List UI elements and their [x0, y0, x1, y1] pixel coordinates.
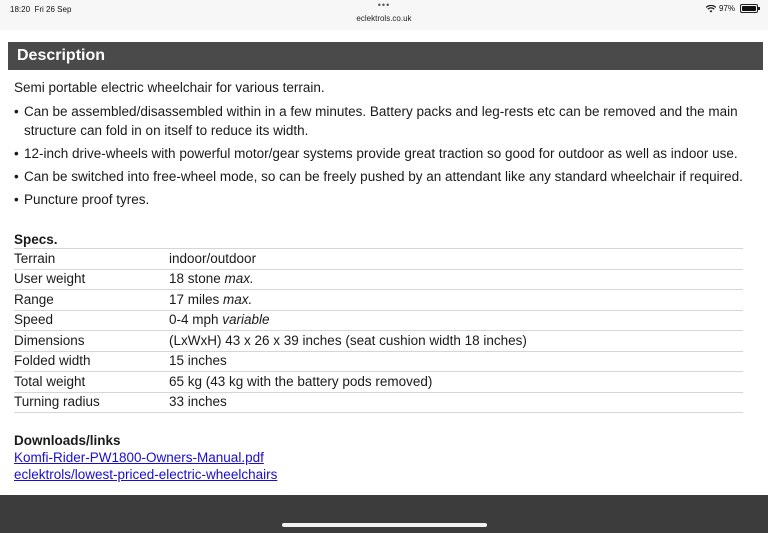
- list-item: [24, 167, 754, 186]
- spec-value-text: 17 miles: [169, 291, 224, 307]
- spec-value: [169, 310, 743, 331]
- spec-value-text: 0-4 mph: [169, 312, 223, 328]
- list-item: [24, 144, 754, 163]
- list-item: [24, 190, 754, 209]
- spec-value: [169, 351, 743, 372]
- spec-label: Terrain: [14, 249, 169, 270]
- feature-text: • Can be switched into free-wheel mode, so can be freely pushed by an attendant like any standard wheelchair if required.: [24, 169, 743, 184]
- list-item: [24, 102, 754, 140]
- feature-text: • Can be assembled/disassembled within in a few minutes. Battery packs and leg-rests etc can be removed and the main structure can fold in on itself to reduce its width.: [24, 104, 738, 138]
- spec-value-qualifier: max.: [223, 291, 253, 307]
- table-row: [14, 269, 743, 290]
- spec-value-text: 15 inches: [169, 353, 227, 369]
- downloads-section: [14, 432, 277, 483]
- spec-value: [169, 372, 743, 393]
- spec-value-qualifier: max.: [224, 271, 254, 287]
- feature-text: • 12-inch drive-wheels with powerful motor/gear systems provide great traction so good for outdoor as well as indoor use.: [24, 146, 738, 161]
- table-row: [14, 392, 743, 413]
- downloads-title: Downloads/links: [14, 433, 121, 448]
- spec-value-text: (LxWxH) 43 x 26 x 39 inches (seat cushion width 18 inches): [169, 332, 527, 348]
- feature-text: • Puncture proof tyres.: [24, 192, 150, 207]
- owners-manual-link[interactable]: Komfi-Rider-PW1800-Owners-Manual.pdf: [14, 450, 264, 465]
- description-heading: Description: [8, 42, 763, 70]
- spec-label: Dimensions: [14, 331, 169, 352]
- lowest-priced-wheelchairs-link[interactable]: eclektrols/lowest-priced-electric-wheelchairs: [14, 467, 278, 482]
- status-bar: [0, 0, 768, 30]
- battery-icon: [740, 4, 758, 13]
- spec-label: Range: [14, 290, 169, 311]
- table-row: [14, 310, 743, 331]
- specs-title: Specs.: [14, 232, 58, 247]
- address-bar-url[interactable]: eclektrols.co.uk: [356, 14, 412, 23]
- status-time: 18:20: [10, 5, 31, 14]
- status-time-date: [10, 5, 71, 14]
- bottom-toolbar: [0, 495, 768, 533]
- spec-value-text: 18 stone: [169, 271, 225, 287]
- specs-section: [14, 232, 743, 413]
- battery-percent: 97%: [718, 4, 735, 13]
- spec-value-qualifier: variable: [222, 312, 270, 328]
- battery-level: [742, 6, 756, 11]
- spec-value-text: indoor/outdoor: [169, 250, 257, 266]
- feature-list: [14, 102, 754, 209]
- specs-table: [14, 248, 743, 413]
- spec-value: [169, 269, 743, 290]
- wifi-icon: [706, 5, 716, 13]
- spec-label: Total weight: [14, 372, 169, 393]
- spec-value-text: 65 kg (43 kg with the battery pods removed): [169, 373, 433, 389]
- status-indicators: [706, 4, 758, 13]
- table-row: [14, 249, 743, 270]
- table-row: [14, 290, 743, 311]
- spec-label: User weight: [14, 269, 169, 290]
- description-content: [14, 78, 754, 213]
- spec-label: Speed: [14, 310, 169, 331]
- spec-label: Folded width: [14, 351, 169, 372]
- multitasking-dots-icon[interactable]: •••: [377, 0, 391, 10]
- description-intro: Semi portable electric wheelchair for various terrain.: [14, 80, 325, 95]
- table-row: [14, 331, 743, 352]
- spec-value: [169, 392, 743, 413]
- spec-value-text: 33 inches: [169, 394, 227, 410]
- home-indicator[interactable]: [282, 523, 487, 527]
- spec-value: [169, 290, 743, 311]
- spec-value: [169, 249, 743, 270]
- status-date: Fri 26 Sep: [34, 5, 72, 14]
- table-row: [14, 351, 743, 372]
- table-row: [14, 372, 743, 393]
- spec-label: Turning radius: [14, 392, 169, 413]
- spec-value: [169, 331, 743, 352]
